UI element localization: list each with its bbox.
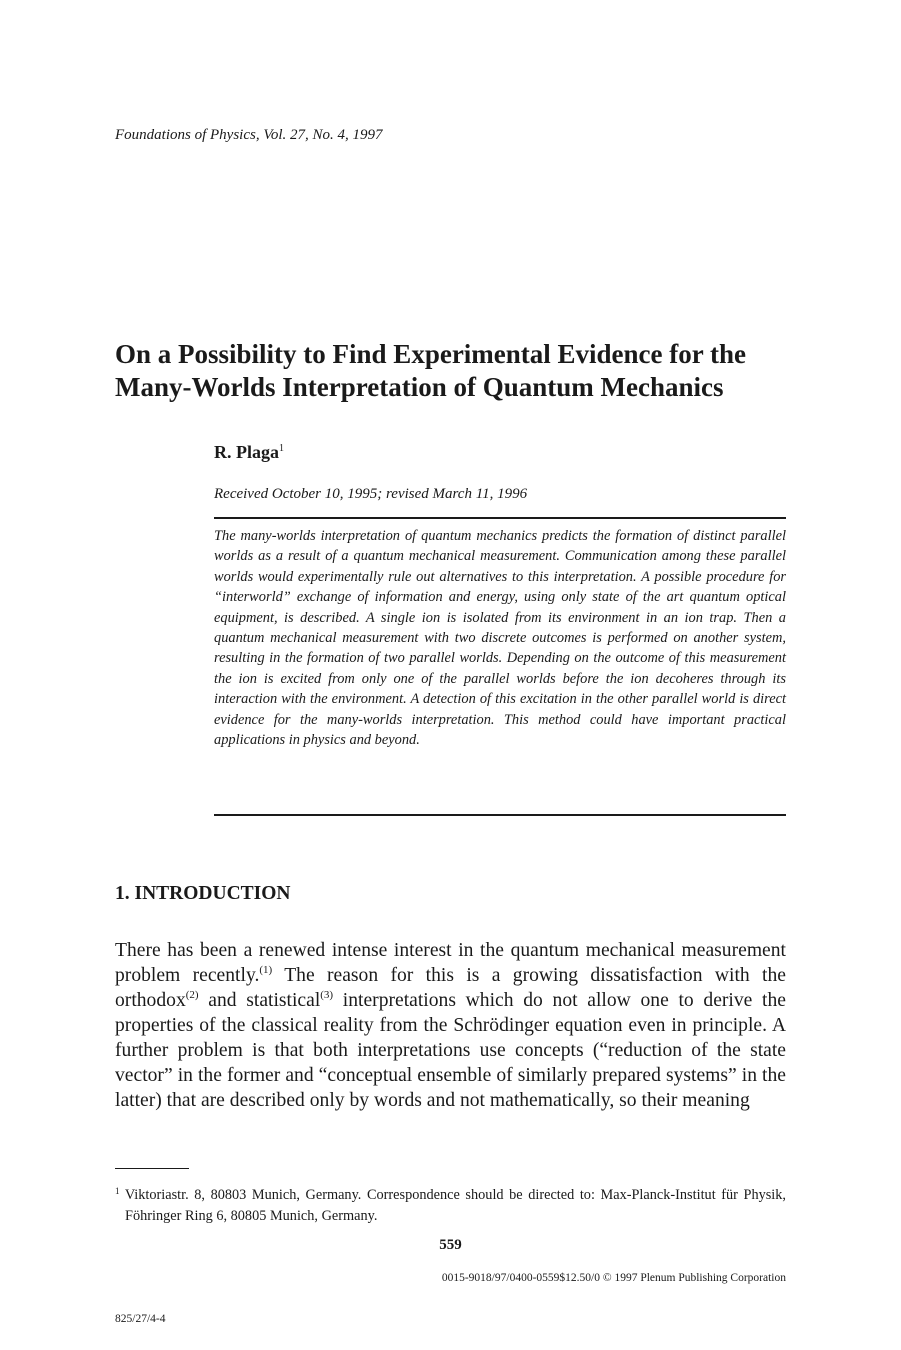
title-line-1: On a Possibility to Find Experimental Evidence for the bbox=[115, 339, 747, 369]
body-text-2: The reason for this is a growing dissatisfaction with the orthodox bbox=[115, 965, 786, 1011]
reference-1: (1) bbox=[259, 964, 273, 976]
body-text-1: There has been a renewed intense interest in the quantum mechanical measurement problem recently. bbox=[115, 940, 786, 986]
abstract-top-rule bbox=[214, 517, 786, 519]
paper-title bbox=[115, 338, 805, 404]
footnote-rule bbox=[115, 1168, 189, 1169]
author-name-text: R. Plaga bbox=[214, 442, 279, 462]
author-footnote-mark: 1 bbox=[279, 443, 284, 454]
received-date: Received October 10, 1995; revised March 11, 1996 bbox=[214, 486, 528, 502]
footnote-mark: 1 bbox=[115, 1186, 120, 1196]
reference-2: (2) bbox=[185, 989, 199, 1001]
manuscript-code: 825/27/4-4 bbox=[115, 1313, 166, 1325]
reference-3: (3) bbox=[320, 989, 334, 1001]
body-paragraph bbox=[115, 938, 786, 1113]
abstract-bottom-rule bbox=[214, 814, 786, 816]
abstract-text: The many-worlds interpretation of quantum mechanics predicts the formation of distinct parallel worlds as a result of a quantum mechanical measurement. Communication among these parallel worlds would experimentally rule out alternatives to this interpretation. A possible procedure for “interworld” exchange of information and energy, using only state of the art quantum optical equipment, is described. A single ion is isolated from its environment in an ion trap. Then a quantum mechanical measurement with two discrete outcomes is performed on another system, resulting in the formation of two parallel worlds. Depending on the outcome of this measurement the ion is excited from only one of the parallel worlds before the ion decoheres through its interaction with the environment. A detection of this excitation in the other parallel world is direct evidence for the many-worlds interpretation. This method could have important practical applications in physics and beyond. bbox=[214, 528, 786, 749]
body-text-3: and statistical bbox=[198, 990, 321, 1011]
section-heading: 1. INTRODUCTION bbox=[115, 883, 291, 904]
page-number: 559 bbox=[439, 1237, 462, 1253]
title-line-2: Many-Worlds Interpretation of Quantum Mechanics bbox=[115, 372, 724, 402]
journal-header: Foundations of Physics, Vol. 27, No. 4, 1997 bbox=[115, 127, 383, 143]
author-name bbox=[214, 442, 284, 463]
copyright-line: 0015-9018/97/0400-0559$12.50/0 © 1997 Plenum Publishing Corporation bbox=[441, 1272, 786, 1284]
footnote-text: Viktoriastr. 8, 80803 Munich, Germany. Correspondence should be directed to: Max-Planck-Institut für Physik, Föhringer Ring 6, 80805 Munich, Germany. bbox=[119, 1187, 786, 1224]
body-text-4: interpretations which do not allow one to derive the properties of the classical reality from the Schrödinger equation even in principle. A further problem is that both interpretations use concepts (“reduction of the state vector” in the former and “conceptual ensemble of similarly prepared systems” in the latter) that are described only by words and not mathematically, so their meaning bbox=[115, 990, 786, 1111]
footnote bbox=[115, 1181, 786, 1227]
